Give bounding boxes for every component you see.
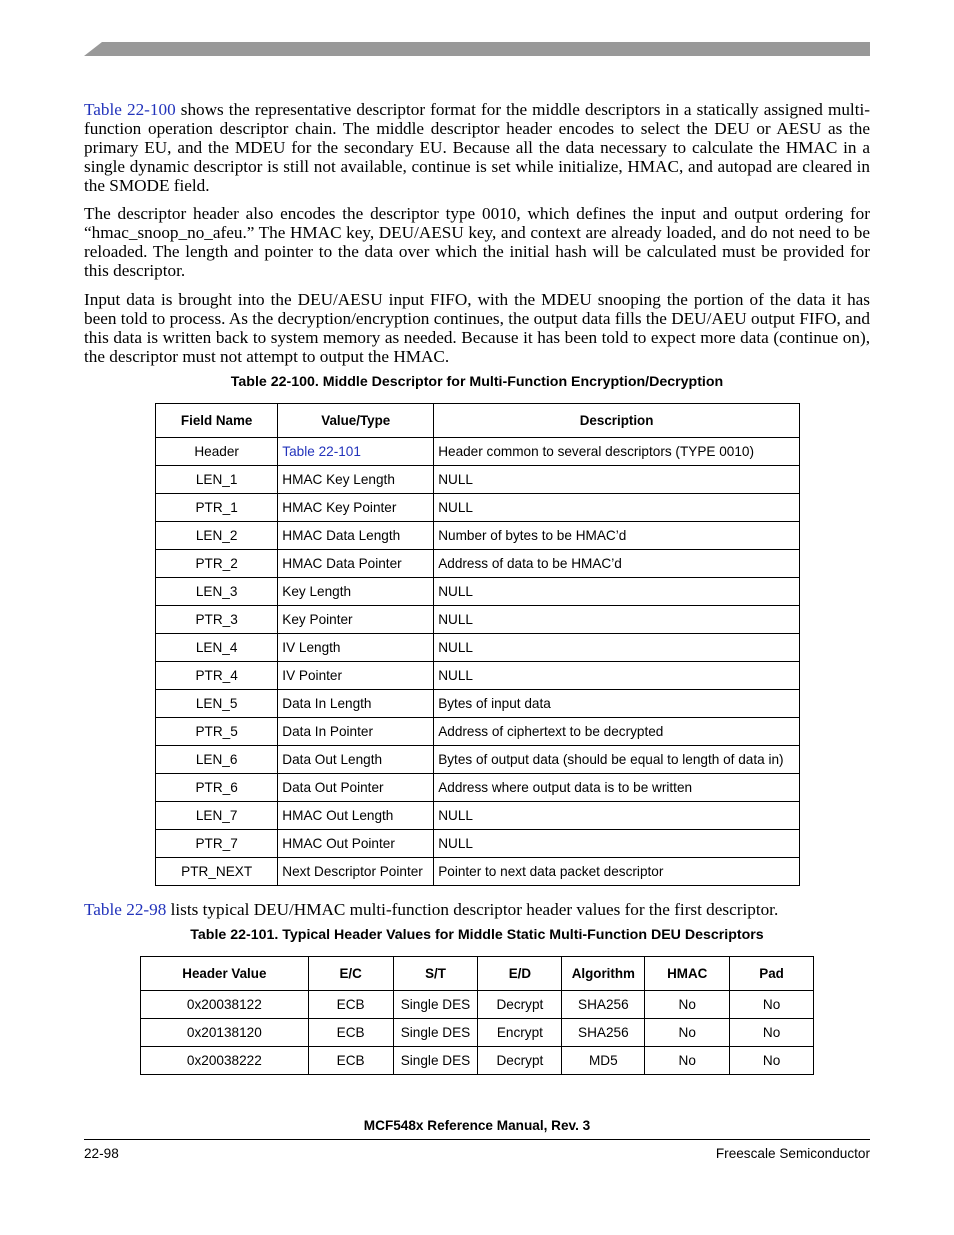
col-header-ec: E/C xyxy=(308,957,393,991)
col-header-algorithm: Algorithm xyxy=(562,957,645,991)
table-22-101-link[interactable]: Table 22-101 xyxy=(282,444,361,459)
table-cell: Key Pointer xyxy=(278,606,434,634)
table-cell: LEN_5 xyxy=(156,690,278,718)
paragraph-1-text: shows the representative descriptor format for the middle descriptors in a statically assigned multi-function operation descriptor chain. The middle descriptor header encodes to select the DEU or AESU as the primary EU, and the MDEU for the secondary EU. Because all the data necessary to calculate the HMAC in a single dynamic descriptor is still not available, continue is set while initialize, HMAC, and autopad are cleared in the SMODE field. xyxy=(84,100,870,195)
col-header-value-type: Value/Type xyxy=(278,404,434,438)
col-header-field-name: Field Name xyxy=(156,404,278,438)
table-cell: 0x20138120 xyxy=(141,1019,309,1047)
table-cell: PTR_6 xyxy=(156,774,278,802)
table-cell: IV Length xyxy=(278,634,434,662)
table-cell: SHA256 xyxy=(562,991,645,1019)
table-cell: LEN_4 xyxy=(156,634,278,662)
table-cell: Decrypt xyxy=(478,1047,562,1075)
table-cell: PTR_7 xyxy=(156,830,278,858)
table-cell: Next Descriptor Pointer xyxy=(278,858,434,886)
table-cell: HMAC Key Pointer xyxy=(278,494,434,522)
table-cell: No xyxy=(730,1019,814,1047)
table-row xyxy=(141,1019,814,1047)
table-row xyxy=(156,774,800,802)
table-cell: PTR_5 xyxy=(156,718,278,746)
table-cell: NULL xyxy=(434,634,800,662)
paragraph-4-text: lists typical DEU/HMAC multi-function descriptor header values for the first descriptor. xyxy=(166,900,779,919)
table-cell: PTR_4 xyxy=(156,662,278,690)
table-cell: Header xyxy=(156,438,278,466)
table-cell: Address where output data is to be written xyxy=(434,774,800,802)
table-cell: Data Out Length xyxy=(278,746,434,774)
table-row xyxy=(156,690,800,718)
table-cell: Pointer to next data packet descriptor xyxy=(434,858,800,886)
paragraph-4 xyxy=(84,900,870,919)
table-cell: LEN_2 xyxy=(156,522,278,550)
table-cell: HMAC Data Length xyxy=(278,522,434,550)
table-row xyxy=(156,438,800,466)
table-cell: Encrypt xyxy=(478,1019,562,1047)
paragraph-3: Input data is brought into the DEU/AESU input FIFO, with the MDEU snooping the portion of the data it has been told to process. As the decryption/encryption continues, the output data fills the DEU/AEU output FIFO, and this data is written back to system memory as needed. Because it has been told to expect more data (continue on), the descriptor must not attempt to output the HMAC. xyxy=(84,290,870,366)
table-cell: ECB xyxy=(308,991,393,1019)
table-cell: NULL xyxy=(434,802,800,830)
table-cell: PTR_1 xyxy=(156,494,278,522)
table-cell: No xyxy=(730,991,814,1019)
header-bar-shape xyxy=(84,42,870,56)
table-cell: Data In Length xyxy=(278,690,434,718)
table-cell: Single DES xyxy=(393,1047,478,1075)
table-cell: NULL xyxy=(434,578,800,606)
col-header-hmac: HMAC xyxy=(645,957,730,991)
table-row xyxy=(156,634,800,662)
table-cell: No xyxy=(645,991,730,1019)
table-cell: NULL xyxy=(434,494,800,522)
table-cell: NULL xyxy=(434,830,800,858)
table-22-100-link[interactable]: Table 22-100 xyxy=(84,100,176,119)
table-cell: PTR_2 xyxy=(156,550,278,578)
table-100 xyxy=(155,403,800,886)
footer-page-number: 22-98 xyxy=(84,1146,119,1161)
table-cell: LEN_3 xyxy=(156,578,278,606)
table-row xyxy=(141,1047,814,1075)
table-cell: No xyxy=(645,1019,730,1047)
table-row xyxy=(156,858,800,886)
table-cell: Key Length xyxy=(278,578,434,606)
table-cell: HMAC Out Pointer xyxy=(278,830,434,858)
table-row xyxy=(141,991,814,1019)
table-row xyxy=(156,606,800,634)
table-cell: LEN_1 xyxy=(156,466,278,494)
table-cell: SHA256 xyxy=(562,1019,645,1047)
col-header-st: S/T xyxy=(393,957,478,991)
table-cell: ECB xyxy=(308,1019,393,1047)
table-22-98-link[interactable]: Table 22-98 xyxy=(84,900,167,919)
table-cell: HMAC Key Length xyxy=(278,466,434,494)
table-cell: 0x20038122 xyxy=(141,991,309,1019)
table-cell: IV Pointer xyxy=(278,662,434,690)
header-bar xyxy=(84,42,870,56)
table-row xyxy=(156,494,800,522)
footer-manual-title: MCF548x Reference Manual, Rev. 3 xyxy=(363,1118,591,1133)
table-header-row xyxy=(141,957,814,991)
table-cell: HMAC Data Pointer xyxy=(278,550,434,578)
footer-company: Freescale Semiconductor xyxy=(715,1146,870,1161)
table-cell: Address of ciphertext to be decrypted xyxy=(434,718,800,746)
table-101-caption: Table 22-101. Typical Header Values for Middle Static Multi-Function DEU Descriptors xyxy=(190,927,764,943)
table-cell: PTR_3 xyxy=(156,606,278,634)
table-cell: Header common to several descriptors (TYPE 0010) xyxy=(434,438,800,466)
table-header-row xyxy=(156,404,800,438)
table-cell: No xyxy=(645,1047,730,1075)
table-cell: Bytes of input data xyxy=(434,690,800,718)
table-row xyxy=(156,550,800,578)
table-cell: LEN_7 xyxy=(156,802,278,830)
table-cell: 0x20038222 xyxy=(141,1047,309,1075)
col-header-header-value: Header Value xyxy=(141,957,309,991)
table-cell: HMAC Out Length xyxy=(278,802,434,830)
table-cell: Single DES xyxy=(393,991,478,1019)
table-row xyxy=(156,662,800,690)
table-cell: Data In Pointer xyxy=(278,718,434,746)
table-cell: No xyxy=(730,1047,814,1075)
paragraph-2: The descriptor header also encodes the descriptor type 0010, which defines the input and output ordering for “hmac_snoop_no_afeu.” The HMAC key, DEU/AESU key, and context are already loaded, and do not need to be reloaded. The length and pointer to the data over which the initial hash will be calculated must be provided for this descriptor. xyxy=(84,204,870,280)
table-cell xyxy=(278,438,434,466)
table-cell: MD5 xyxy=(562,1047,645,1075)
table-cell: NULL xyxy=(434,662,800,690)
table-row xyxy=(156,718,800,746)
table-cell: ECB xyxy=(308,1047,393,1075)
table-101 xyxy=(140,956,814,1075)
footer-divider xyxy=(84,1139,870,1140)
table-row xyxy=(156,830,800,858)
table-cell: Address of data to be HMAC’d xyxy=(434,550,800,578)
col-header-description: Description xyxy=(434,404,800,438)
table-cell: PTR_NEXT xyxy=(156,858,278,886)
table-cell: NULL xyxy=(434,606,800,634)
table-cell: Bytes of output data (should be equal to length of data in) xyxy=(434,746,800,774)
table-cell: Single DES xyxy=(393,1019,478,1047)
table-row xyxy=(156,522,800,550)
table-cell: Data Out Pointer xyxy=(278,774,434,802)
paragraph-1 xyxy=(84,100,870,195)
table-cell: Number of bytes to be HMAC’d xyxy=(434,522,800,550)
table-cell: NULL xyxy=(434,466,800,494)
col-header-pad: Pad xyxy=(730,957,814,991)
table-row xyxy=(156,466,800,494)
table-row xyxy=(156,802,800,830)
col-header-ed: E/D xyxy=(478,957,562,991)
table-row xyxy=(156,578,800,606)
table-row xyxy=(156,746,800,774)
table-100-caption: Table 22-100. Middle Descriptor for Multi-Function Encryption/Decryption xyxy=(230,374,724,390)
table-cell: LEN_6 xyxy=(156,746,278,774)
table-cell: Decrypt xyxy=(478,991,562,1019)
